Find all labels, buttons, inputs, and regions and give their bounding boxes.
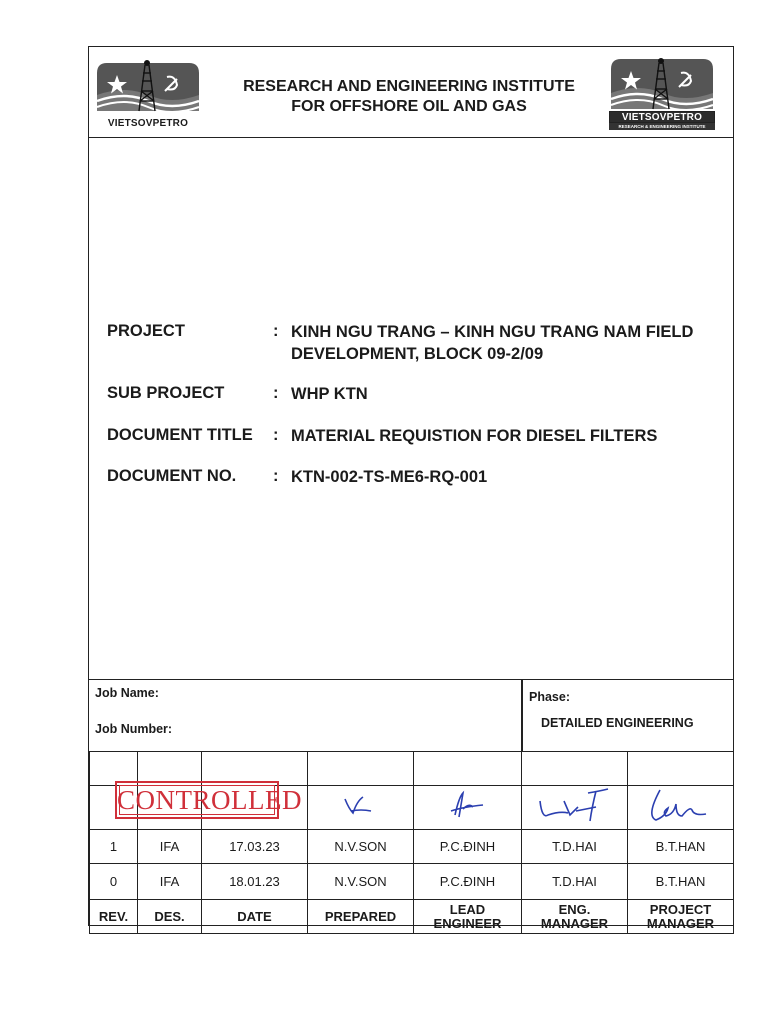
eng-manager-cell: T.D.HAI: [522, 864, 628, 900]
vietsovpetro-emblem-icon: [95, 55, 201, 117]
vietsovpetro-logo-right: [609, 55, 715, 133]
blank-cell: [522, 752, 628, 786]
institute-title: [209, 77, 609, 117]
phase-label: Phase:: [529, 690, 570, 704]
prepared-signature-cell: [308, 786, 414, 830]
des-header: DES.: [138, 900, 202, 934]
prepared-header: PREPARED: [308, 900, 414, 934]
institute-title-line1: RESEARCH AND ENGINEERING INSTITUTE: [243, 78, 575, 95]
document-title-value: MATERIAL REQUISTION FOR DIESEL FILTERS: [291, 427, 658, 445]
prepared-cell: N.V.SON: [308, 864, 414, 900]
revision-row-1: [90, 830, 734, 864]
sub-project-colon: :: [273, 384, 279, 402]
logo-right-text: VIETSOVPETRO: [609, 111, 715, 123]
document-cover-frame: [88, 46, 734, 931]
project-value-line1: KINH NGU TRANG – KINH NGU TRANG NAM FIELD: [291, 323, 694, 341]
blank-cell: [628, 752, 734, 786]
document-no-value: KTN-002-TS-ME6-RQ-001: [291, 468, 488, 486]
project-manager-signature-cell: [628, 786, 734, 830]
date-cell: 17.03.23: [202, 830, 308, 864]
logo-left-text: VIETSOVPETRO: [107, 118, 189, 129]
date-cell: 18.01.23: [202, 864, 308, 900]
project-manager-cell: B.T.HAN: [628, 864, 734, 900]
document-title-label: DOCUMENT TITLE: [107, 426, 253, 444]
eng-manager-signature-icon: [530, 787, 620, 825]
prepared-signature-icon: [331, 791, 391, 821]
revision-table: [89, 751, 734, 934]
project-manager-signature-icon: [636, 786, 726, 826]
rev-header: REV.: [90, 900, 138, 934]
job-section: [89, 679, 733, 752]
document-header: [89, 47, 733, 138]
revision-header-row: [90, 900, 734, 934]
des-cell: IFA: [138, 830, 202, 864]
eng-manager-cell: T.D.HAI: [522, 830, 628, 864]
job-name-label: Job Name:: [95, 686, 159, 700]
revision-row-0: [90, 864, 734, 900]
eng-manager-signature-cell: [522, 786, 628, 830]
rev-cell: 1: [90, 830, 138, 864]
lead-engineer-cell: P.C.ĐINH: [414, 864, 522, 900]
job-number-label: Job Number:: [95, 722, 173, 736]
institute-title-line2: FOR OFFSHORE OIL AND GAS: [291, 98, 527, 115]
logo-right-subtext: RESEARCH & ENGINEERING INSTITUTE: [609, 123, 715, 130]
project-colon: :: [273, 322, 279, 340]
project-label: PROJECT: [107, 322, 185, 340]
lead-engineer-header: LEAD ENGINEER: [414, 900, 522, 934]
date-header: DATE: [202, 900, 308, 934]
sub-project-label: SUB PROJECT: [107, 384, 225, 402]
lead-engineer-signature-cell: [414, 786, 522, 830]
blank-cell: [414, 752, 522, 786]
sub-project-value: WHP KTN: [291, 385, 368, 403]
prepared-cell: N.V.SON: [308, 830, 414, 864]
des-cell: IFA: [138, 864, 202, 900]
job-divider: [521, 680, 523, 752]
document-no-label: DOCUMENT NO.: [107, 467, 237, 485]
blank-cell: [308, 752, 414, 786]
vietsovpetro-emblem-icon: [609, 55, 715, 111]
vietsovpetro-logo-left: [95, 55, 201, 133]
controlled-stamp-text: CONTROLLED: [117, 785, 302, 815]
eng-manager-header: ENG. MANAGER: [522, 900, 628, 934]
controlled-stamp: [115, 781, 302, 819]
project-value-line2: DEVELOPMENT, BLOCK 09-2/09: [291, 345, 544, 363]
document-no-colon: :: [273, 467, 279, 485]
phase-value: DETAILED ENGINEERING: [541, 716, 694, 730]
project-manager-cell: B.T.HAN: [628, 830, 734, 864]
project-value: [291, 322, 693, 364]
project-manager-header: PROJECT MANAGER: [628, 900, 734, 934]
document-title-colon: :: [273, 426, 279, 444]
lead-engineer-signature-icon: [433, 789, 503, 823]
lead-engineer-cell: P.C.ĐINH: [414, 830, 522, 864]
rev-cell: 0: [90, 864, 138, 900]
